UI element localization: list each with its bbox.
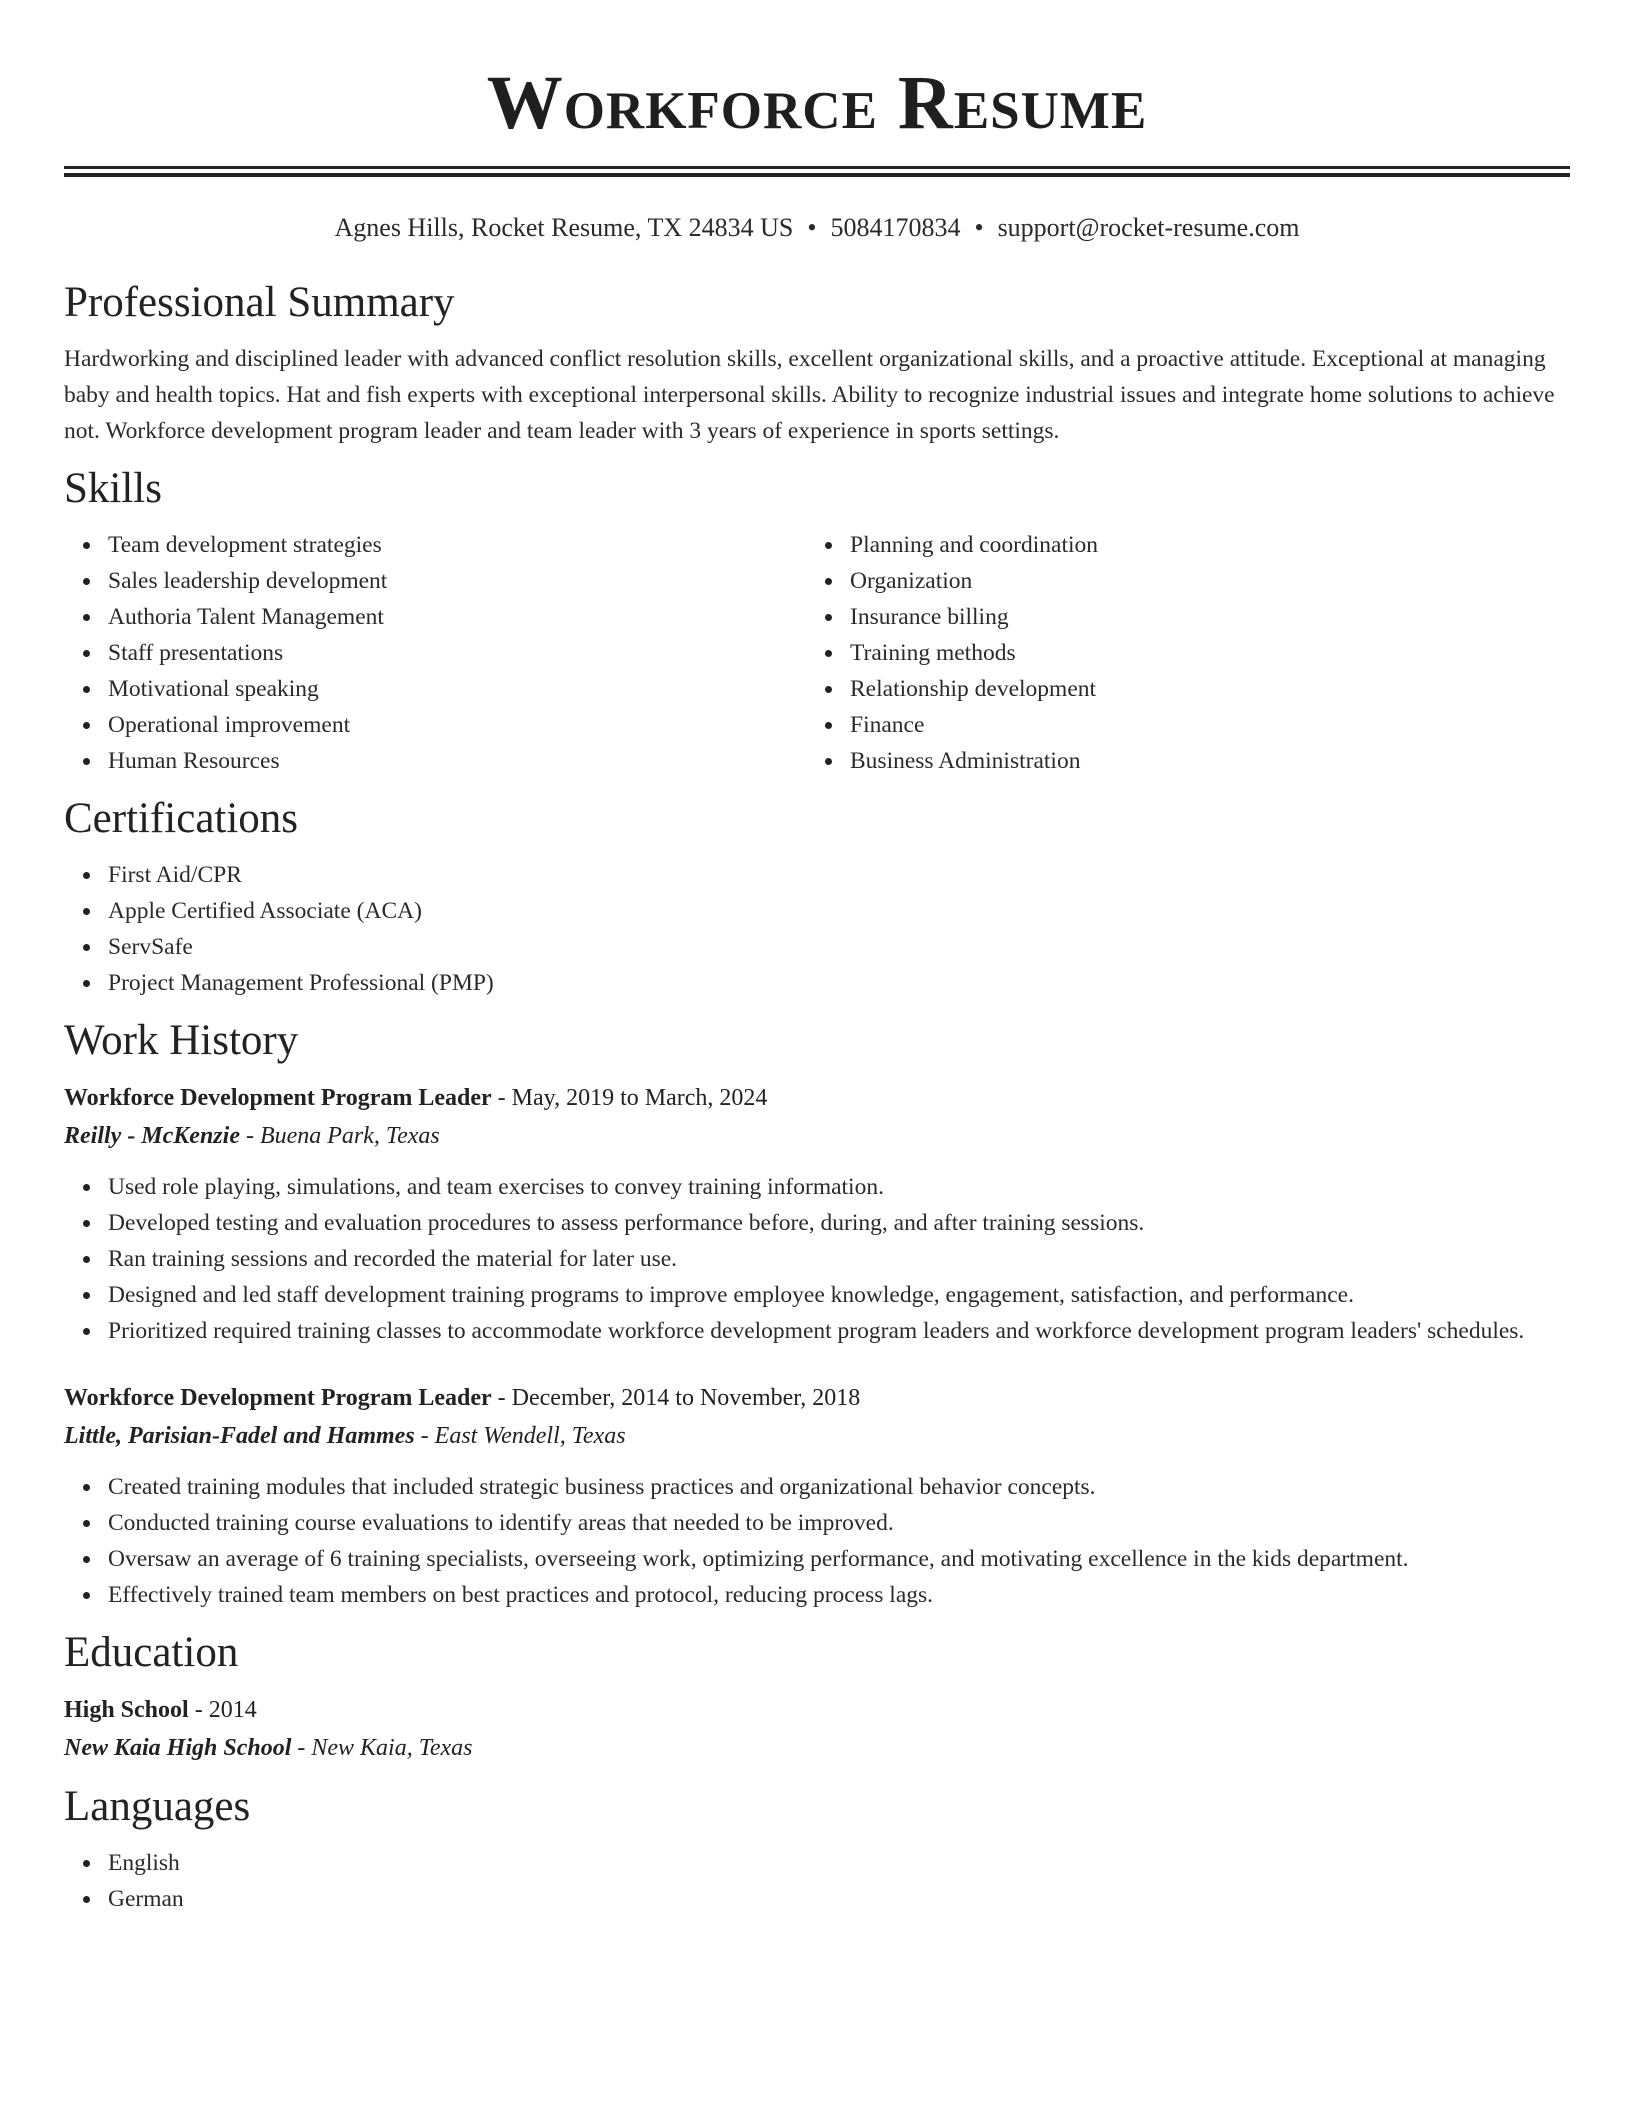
skill-item: Operational improvement	[64, 707, 806, 743]
summary-text: Hardworking and disciplined leader with advanced conflict resolution skills, excellent organizational skills, and a proactive attitude. Exceptional at managing baby and health topics. Hat and fish experts with exceptional interpersonal skills. Ability to recognize industrial issues and integrate home solutions to achieve not. Workforce development program leader and team leader with 3 years of experience in sports settings.	[64, 346, 1555, 444]
education-school-line	[64, 1729, 1570, 1767]
job-bullet: Designed and led staff development training programs to improve employee knowledge, engagement, satisfaction, and performance.	[64, 1277, 1570, 1313]
skill-item: Finance	[806, 707, 1548, 743]
education-heading: Education	[64, 1629, 239, 1676]
job-dates: - December, 2014 to November, 2018	[497, 1385, 861, 1411]
job-bullet: Conducted training course evaluations to identify areas that needed to be improved.	[64, 1505, 1570, 1541]
skill-item: Sales leadership development	[64, 563, 806, 599]
job-dates: - May, 2019 to March, 2024	[497, 1085, 768, 1111]
skill-item: Team development strategies	[64, 527, 806, 563]
job-company: Reilly - McKenzie	[64, 1123, 240, 1149]
skill-item: Business Administration	[806, 743, 1548, 779]
job-bullet: Used role playing, simulations, and team exercises to convey training information.	[64, 1169, 1570, 1205]
contact-phone: 5084170834	[830, 213, 961, 242]
skills-columns	[64, 527, 1570, 779]
language-item: English	[64, 1845, 1570, 1881]
education-location: - New Kaia, Texas	[297, 1735, 473, 1761]
job-bullet: Effectively trained team members on best practices and protocol, reducing process lags.	[64, 1577, 1570, 1613]
skill-item: Training methods	[806, 635, 1548, 671]
job-entry	[64, 1379, 1570, 1613]
education-degree: High School	[64, 1697, 189, 1723]
work-history-heading: Work History	[64, 1017, 299, 1064]
certification-item: Apple Certified Associate (ACA)	[64, 893, 1570, 929]
job-bullet: Oversaw an average of 6 training specialists, overseeing work, optimizing performance, and motivating excellence in the kids department.	[64, 1541, 1570, 1577]
skill-item: Staff presentations	[64, 635, 806, 671]
education-section	[64, 1627, 1570, 1767]
certification-item: First Aid/CPR	[64, 857, 1570, 893]
skill-item: Insurance billing	[806, 599, 1548, 635]
language-item: German	[64, 1881, 1570, 1917]
skills-heading: Skills	[64, 465, 162, 512]
job-bullet: Created training modules that included strategic business practices and organizational behavior concepts.	[64, 1469, 1570, 1505]
job-employer-line	[64, 1117, 1570, 1155]
job-header	[64, 1079, 1570, 1117]
resume-title: Workforce Resume	[486, 61, 1148, 145]
contact-email: support@rocket-resume.com	[997, 213, 1300, 242]
job-title: Workforce Development Program Leader	[64, 1085, 492, 1111]
skill-item: Human Resources	[64, 743, 806, 779]
certifications-heading: Certifications	[64, 795, 299, 842]
job-title: Workforce Development Program Leader	[64, 1385, 492, 1411]
skill-item: Organization	[806, 563, 1548, 599]
skill-item: Relationship development	[806, 671, 1548, 707]
languages-heading: Languages	[64, 1783, 251, 1830]
skill-item: Motivational speaking	[64, 671, 806, 707]
job-header	[64, 1379, 1570, 1417]
education-degree-line	[64, 1691, 1570, 1729]
skills-column-left	[64, 527, 806, 779]
skill-item: Authoria Talent Management	[64, 599, 806, 635]
contact-address: Agnes Hills, Rocket Resume, TX 24834 US	[334, 213, 794, 242]
job-company: Little, Parisian-Fadel and Hammes	[64, 1423, 415, 1449]
education-school: New Kaia High School	[64, 1735, 292, 1761]
skill-item: Planning and coordination	[806, 527, 1548, 563]
summary-section	[64, 277, 1570, 449]
job-bullet: Developed testing and evaluation procedures to assess performance before, during, and after training sessions.	[64, 1205, 1570, 1241]
summary-heading: Professional Summary	[64, 279, 455, 326]
job-employer-line	[64, 1417, 1570, 1455]
certification-item: Project Management Professional (PMP)	[64, 965, 1570, 1001]
skills-column-right	[806, 527, 1548, 779]
job-entry	[64, 1079, 1570, 1349]
title-divider	[64, 166, 1570, 177]
job-bullet: Prioritized required training classes to accommodate workforce development program leaders and workforce development program leaders' schedules.	[64, 1313, 1570, 1349]
certifications-section	[64, 793, 1570, 1001]
contact-line	[64, 211, 1570, 245]
skills-section	[64, 463, 1570, 779]
contact-separator: •	[807, 213, 817, 242]
languages-section	[64, 1781, 1570, 1917]
job-location: - East Wendell, Texas	[420, 1423, 626, 1449]
job-location: - Buena Park, Texas	[245, 1123, 440, 1149]
education-year: - 2014	[194, 1697, 257, 1723]
job-bullet: Ran training sessions and recorded the material for later use.	[64, 1241, 1570, 1277]
contact-separator: •	[974, 213, 984, 242]
certification-item: ServSafe	[64, 929, 1570, 965]
work-history-section	[64, 1015, 1570, 1613]
resume-page	[64, 0, 1570, 1917]
